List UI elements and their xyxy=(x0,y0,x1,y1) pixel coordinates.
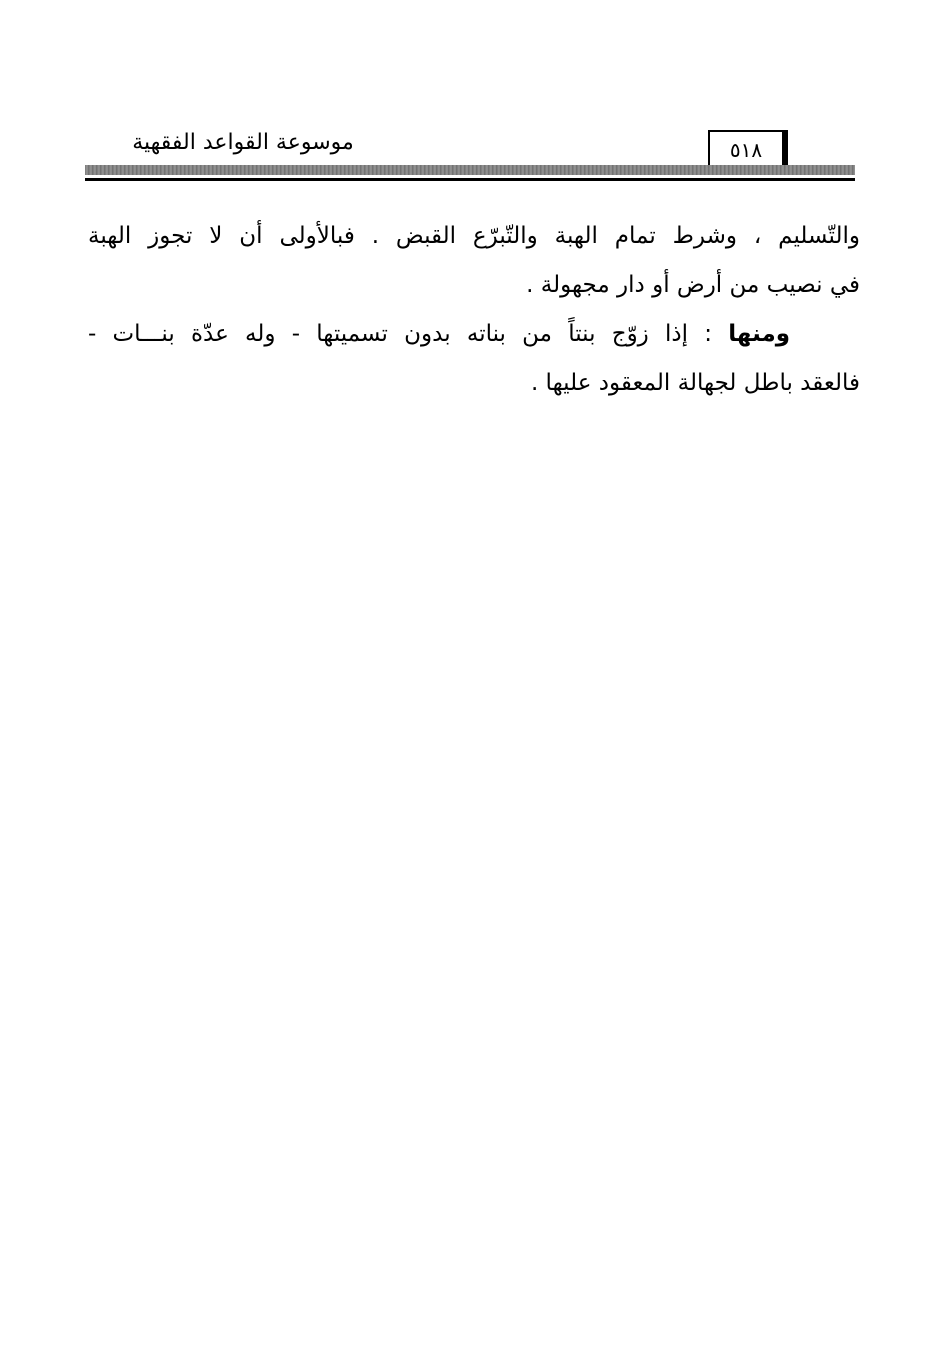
running-header-title: موسوعة القواعد الفقهية xyxy=(132,130,354,155)
section-lead-word: ومنها xyxy=(728,321,790,347)
body-line-text: : إذا زوّج بنتاً من بناته بدون تسميتها - وله عدّة بنـــات - xyxy=(88,321,729,347)
page-number: ٥١٨ xyxy=(708,130,788,170)
body-line xyxy=(88,310,860,359)
header-rule-thin xyxy=(85,178,855,181)
body-text xyxy=(88,212,860,408)
body-line: في نصيب من أرض أو دار مجهولة . xyxy=(526,272,860,298)
body-line: والتّسليم ، وشرط تمام الهبة والتّبرّع القبض . فبالأولى أن لا تجوز الهبة xyxy=(88,223,860,249)
header-rule-thick xyxy=(85,165,855,175)
body-line: فالعقد باطل لجهالة المعقود عليها . xyxy=(530,370,860,396)
